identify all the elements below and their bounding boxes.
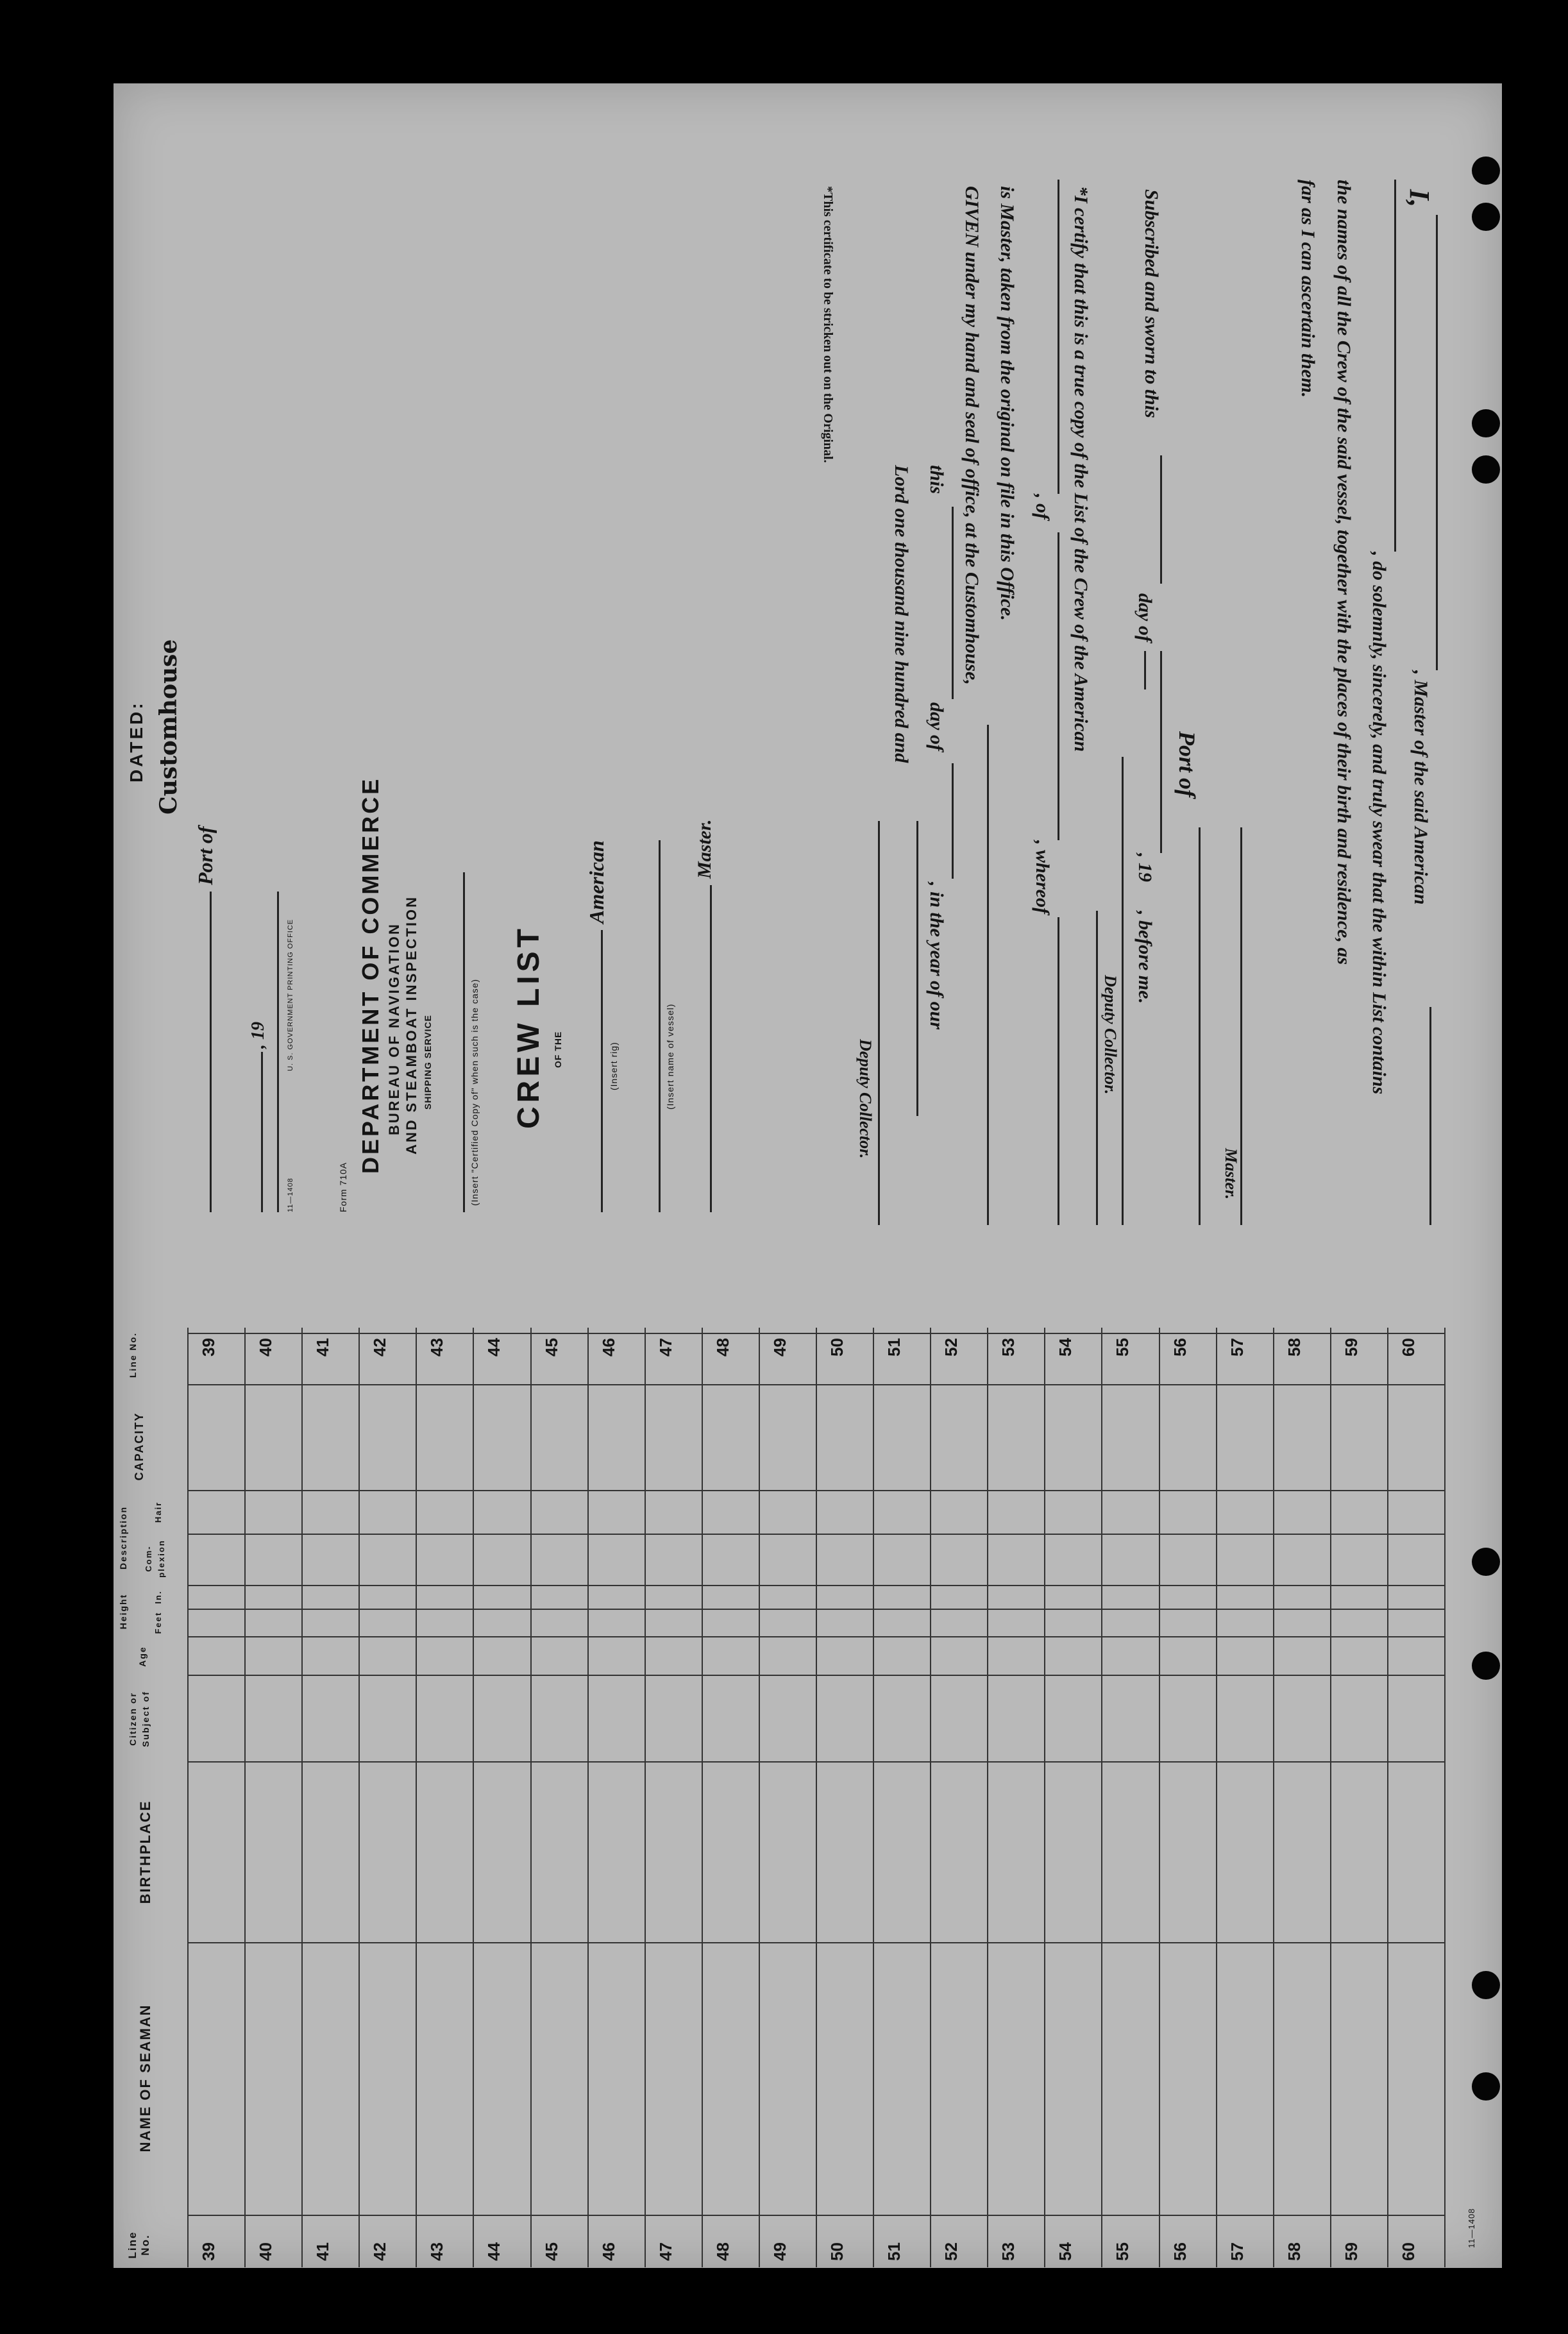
oath-vessel-line xyxy=(1429,1007,1431,1225)
hdr-name-of-seaman: NAME OF SEAMAN xyxy=(137,2004,153,2152)
row-rule xyxy=(930,1328,931,2267)
cert-deputy-collector: Deputy Collector. xyxy=(856,1039,875,1159)
row-number-right: 40 xyxy=(256,1338,276,1357)
hdr-line-no: Line No. xyxy=(126,2231,151,2259)
row-number-left: 48 xyxy=(712,2242,732,2261)
hdr-feet: Feet xyxy=(153,1611,163,1634)
row-number-left: 51 xyxy=(884,2242,904,2261)
oath-day-of: day of xyxy=(1134,593,1156,642)
row-rule xyxy=(416,1328,417,2267)
crew-table-panel xyxy=(114,1328,1502,2267)
cover-name-line xyxy=(659,840,661,1212)
row-number-right: 59 xyxy=(1341,1338,1361,1357)
cover-master: Master. xyxy=(694,819,715,879)
row-number-right: 42 xyxy=(370,1338,390,1357)
row-number-right: 53 xyxy=(999,1338,1018,1357)
cover-dated-panel xyxy=(114,83,332,1225)
cert-year-line xyxy=(916,821,918,1116)
cover-master-line xyxy=(710,885,712,1212)
row-rule xyxy=(1101,1328,1102,2267)
cert-in-year: , in the year of our xyxy=(926,882,947,1030)
cover-of-the: OF THE xyxy=(553,1031,563,1068)
oath-line4: far as I can ascertain them. xyxy=(1297,180,1319,398)
rotated-content xyxy=(114,83,1502,2268)
cover-certified-line xyxy=(463,872,465,1212)
row-number-left: 49 xyxy=(770,2242,789,2261)
row-number-left: 53 xyxy=(999,2242,1018,2261)
master-sig-label: Master. xyxy=(1222,1148,1240,1200)
cover-insert-name: (Insert name of vessel) xyxy=(665,1003,675,1110)
cert-deputy-line xyxy=(878,821,880,1225)
hdr-citizen: Citizen or Subject of xyxy=(128,1691,151,1747)
row-number-right: 60 xyxy=(1398,1338,1418,1357)
cert-line3: GIVEN under my hand and seal of office, at the Customhouse, xyxy=(961,186,982,685)
cover-port-of: Port of xyxy=(194,826,217,885)
hdr-inches: In. xyxy=(153,1590,163,1604)
row-number-right: 46 xyxy=(598,1338,618,1357)
row-number-left: 50 xyxy=(827,2242,847,2261)
cover-certified-note: (Insert "Certified Copy of" when such is the case) xyxy=(469,978,480,1206)
row-rule xyxy=(301,1328,303,2267)
cert-of-line xyxy=(1058,180,1059,494)
cover-form-no: Form 710A xyxy=(338,1162,348,1212)
row-rule xyxy=(1216,1328,1217,2267)
row-number-left: 46 xyxy=(598,2242,618,2261)
cert-line1: *I certify that this is a true copy of the List of the Crew of the American xyxy=(1070,186,1092,752)
oath-port-of: Port of xyxy=(1174,731,1200,797)
row-number-right: 52 xyxy=(941,1338,961,1357)
row-number-right: 39 xyxy=(199,1338,218,1357)
cover-insert-rig: (Insert rig) xyxy=(609,1042,619,1090)
row-number-left: 52 xyxy=(941,2242,961,2261)
row-rule xyxy=(244,1328,246,2267)
cert-whereof-line xyxy=(1058,917,1059,1225)
cover-bottom-line xyxy=(277,892,279,1212)
row-rule xyxy=(587,1328,589,2267)
cover-year19: , 19 xyxy=(248,1022,268,1049)
hdr-description: Description xyxy=(118,1506,128,1570)
crew-list-sheet xyxy=(114,83,1502,2268)
row-number-right: 47 xyxy=(655,1338,675,1357)
row-rule xyxy=(473,1328,474,2267)
row-number-right: 51 xyxy=(884,1338,904,1357)
row-number-left: 56 xyxy=(1170,2242,1190,2261)
oath-line3: the names of all the Crew of the said vessel, together with the places of their birth and residence, as xyxy=(1333,180,1354,965)
hdr-complexion: Com-plexion xyxy=(144,1539,166,1578)
row-rule xyxy=(358,1328,360,2267)
row-rule xyxy=(1387,1328,1388,2267)
row-number-left: 42 xyxy=(370,2242,390,2261)
row-number-left: 57 xyxy=(1227,2242,1247,2261)
cert-line2: is Master, taken from the original on file in this Office. xyxy=(997,186,1018,621)
row-number-left: 45 xyxy=(541,2242,561,2261)
cover-bureau1: BUREAU OF NAVIGATION xyxy=(386,922,402,1135)
cover-dept: DEPARTMENT OF COMMERCE xyxy=(357,776,384,1174)
hdr-age: Age xyxy=(137,1646,148,1667)
row-rule xyxy=(987,1328,988,2267)
oath-name-line xyxy=(1436,215,1438,670)
hdr-birthplace: BIRTHPLACE xyxy=(137,1800,153,1904)
deputy-sig-line xyxy=(1122,757,1124,1225)
row-number-left: 60 xyxy=(1398,2242,1418,2261)
cert-this-line xyxy=(952,507,954,699)
row-rule xyxy=(816,1328,817,2267)
row-number-right: 45 xyxy=(541,1338,561,1357)
row-rule xyxy=(702,1328,703,2267)
row-rule xyxy=(1330,1328,1331,2267)
cert-of: , of xyxy=(1032,494,1053,520)
row-number-left: 47 xyxy=(655,2242,675,2261)
oath-before-me: , before me. xyxy=(1134,911,1156,1004)
row-rule xyxy=(187,1328,189,2267)
oath-subscribed: Subscribed and sworn to this xyxy=(1141,189,1162,418)
deputy-line xyxy=(1144,651,1146,689)
cover-print-code: 11—1408 xyxy=(287,1178,294,1212)
cover-date-line xyxy=(261,1052,263,1212)
cover-panel xyxy=(332,83,774,1225)
cover-rig-line xyxy=(601,930,603,1212)
cert-of-line2 xyxy=(1058,532,1059,840)
cover-customhouse: Customhouse xyxy=(155,639,182,815)
cert-line5: Lord one thousand nine hundred and xyxy=(891,465,912,763)
row-number-left: 55 xyxy=(1113,2242,1133,2261)
row-number-right: 49 xyxy=(770,1338,789,1357)
row-number-left: 41 xyxy=(313,2242,333,2261)
cert-whereof: , whereof xyxy=(1032,840,1053,914)
row-number-right: 43 xyxy=(427,1338,447,1357)
cert-footnote: *This certificate to be stricken out on the Original. xyxy=(821,186,835,463)
cover-dated: DATED: xyxy=(126,700,146,782)
crew-table xyxy=(114,1328,1502,2267)
cover-printer: U. S. GOVERNMENT PRINTING OFFICE xyxy=(287,918,294,1071)
cert-vessel-line xyxy=(1096,911,1098,1225)
hdr-hair: Hair xyxy=(153,1501,163,1523)
cert-customhouse-line xyxy=(987,725,989,1225)
row-number-left: 43 xyxy=(427,2242,447,2261)
cover-bureau2: AND STEAMBOAT INSPECTION xyxy=(403,895,419,1154)
row-number-right: 58 xyxy=(1284,1338,1304,1357)
table-print-code: 11—1408 xyxy=(1467,2208,1476,2248)
cover-title: CREW LIST xyxy=(512,925,546,1129)
row-number-right: 44 xyxy=(484,1338,504,1357)
row-rule xyxy=(873,1328,874,2267)
oath-year19: , 19 xyxy=(1134,853,1156,882)
row-number-right: 57 xyxy=(1227,1338,1247,1357)
hdr-height: Height xyxy=(118,1593,128,1630)
row-number-right: 48 xyxy=(712,1338,732,1357)
oath-line2-start xyxy=(1394,180,1396,552)
master-sig-line xyxy=(1240,827,1242,1225)
oath-i-label: I, xyxy=(1404,189,1435,208)
row-number-left: 58 xyxy=(1284,2242,1304,2261)
row-number-left: 59 xyxy=(1341,2242,1361,2261)
cert-dayof-line xyxy=(952,763,954,879)
oath-master-of-said: , Master of the said American xyxy=(1410,670,1431,905)
row-number-left: 44 xyxy=(484,2242,504,2261)
row-number-right: 50 xyxy=(827,1338,847,1357)
row-rule xyxy=(645,1328,646,2267)
hdr-line-no-right: Line No. xyxy=(128,1332,138,1378)
row-number-right: 55 xyxy=(1113,1338,1133,1357)
row-rule xyxy=(530,1328,532,2267)
oath-deputy-collector: Deputy Collector. xyxy=(1101,975,1120,1095)
oath-sub-line2 xyxy=(1160,651,1162,853)
row-rule xyxy=(1444,1328,1446,2267)
cover-service: SHIPPING SERVICE xyxy=(423,1014,433,1110)
row-rule xyxy=(759,1328,760,2267)
row-number-left: 40 xyxy=(256,2242,276,2261)
row-number-right: 56 xyxy=(1170,1338,1190,1357)
row-number-right: 54 xyxy=(1056,1338,1075,1357)
row-number-left: 39 xyxy=(199,2242,218,2261)
oath-line2: , do solemnly, sincerely, and truly swear that the within List contains xyxy=(1369,552,1390,1095)
row-number-right: 41 xyxy=(313,1338,333,1357)
cert-this: this xyxy=(926,465,947,495)
oath-port-line xyxy=(1199,827,1201,1225)
hdr-capacity: CAPACITY xyxy=(133,1412,146,1481)
cover-american: American xyxy=(585,840,608,924)
cover-port-line xyxy=(210,892,212,1212)
row-rule xyxy=(1273,1328,1274,2267)
row-rule xyxy=(1044,1328,1045,2267)
cert-day-of: day of xyxy=(926,702,947,751)
oath-sub-line1 xyxy=(1160,455,1162,584)
row-number-left: 54 xyxy=(1056,2242,1075,2261)
row-rule xyxy=(1159,1328,1160,2267)
